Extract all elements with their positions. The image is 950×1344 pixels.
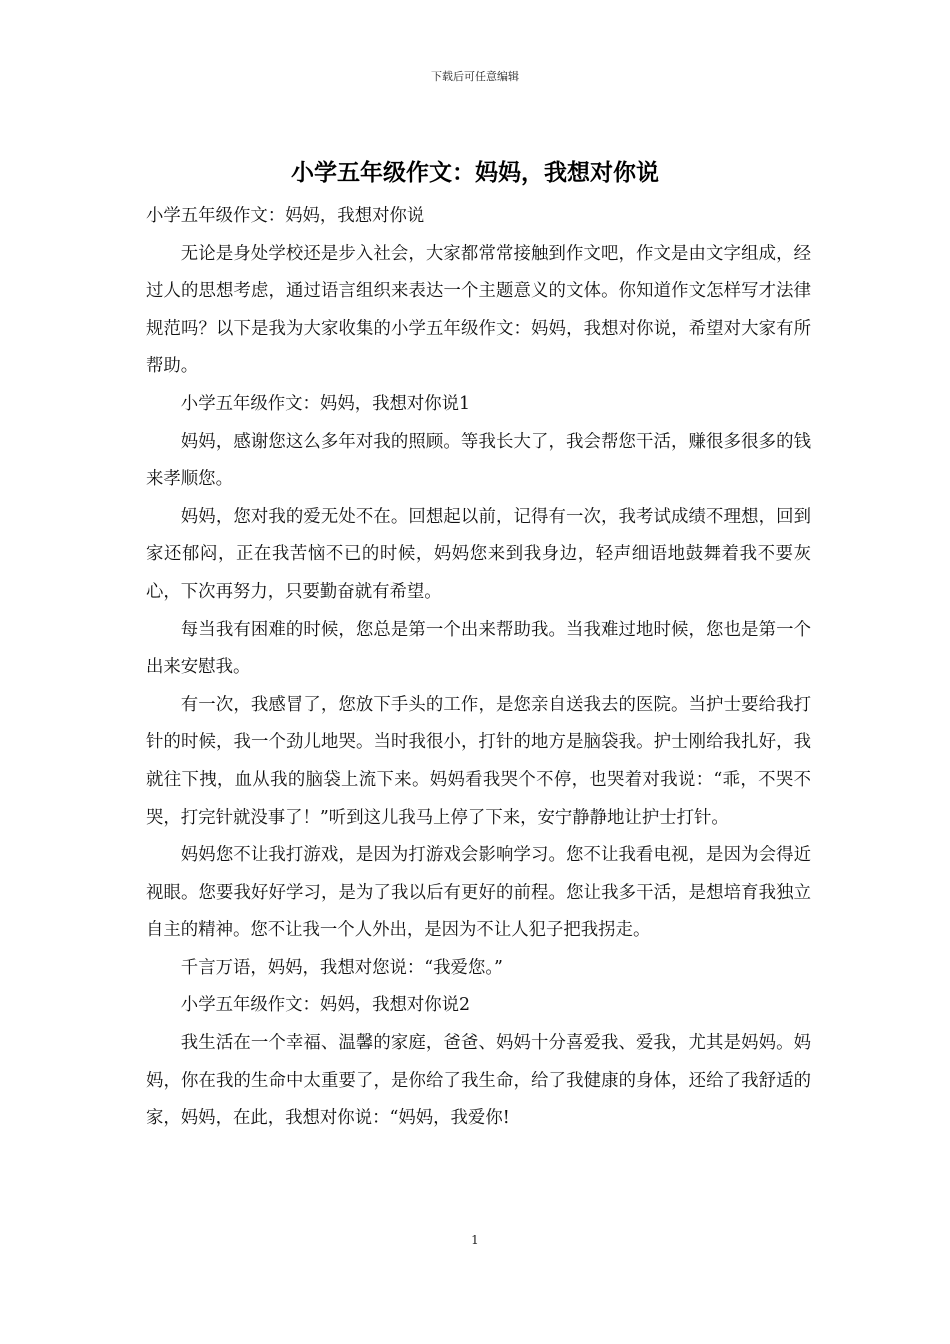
paragraph: 妈妈您不让我打游戏，是因为打游戏会影响学习。您不让我看电视，是因为会得近视眼。您要我好好学习，是为了我以后有更好的前程。您让我多干活，是想培育我独立自主的精神。您不让我一个人外出，是因为不让人犯子把我拐走。 <box>146 845 811 941</box>
paragraph: 每当我有困难的时候，您总是第一个出来帮助我。当我难过地时候，您也是第一个出来安慰我。 <box>146 619 811 678</box>
paragraph: 我生活在一个幸福、温馨的家庭，爸爸、妈妈十分喜爱我、爱我，尤其是妈妈。妈妈，你在我的生命中太重要了，是你给了我生命，给了我健康的身体，还给了我舒适的家，妈妈，在此，我想对你说：“妈妈，我爱你! <box>146 1033 811 1129</box>
page-header: 下载后可任意编辑 <box>431 70 519 83</box>
paragraph: 千言万语，妈妈，我想对您说：“我爱您。” <box>180 957 503 978</box>
paragraph: 小学五年级作文：妈妈，我想对你说 <box>146 206 425 226</box>
section-heading: 小学五年级作文：妈妈，我想对你说2 <box>180 995 471 1016</box>
page-number: 1 <box>471 1233 479 1247</box>
document-body <box>146 198 811 1138</box>
section-heading: 小学五年级作文：妈妈，我想对你说1 <box>180 393 471 414</box>
paragraph: 妈妈，您对我的爱无处不在。回想起以前，记得有一次，我考试成绩不理想，回到家还郁闷，正在我苦恼不已的时候，妈妈您来到我身边，轻声细语地鼓舞着我不要灰心，下次再努力，只要勤奋就有希望。 <box>146 506 811 602</box>
paragraph: 有一次，我感冒了，您放下手头的工作，是您亲自送我去的医院。当护士要给我打针的时候，我一个劲儿地哭。当时我很小，打针的地方是脑袋我。护士刚给我扎好，我就往下拽，血从我的脑袋上流下来。妈妈看我哭个不停，也哭着对我说：“乖，不哭不哭，打完针就没事了！”听到这儿我马上停了下来，安宁静静地让护士打针。 <box>146 694 811 828</box>
paragraph: 妈妈，感谢您这么多年对我的照顾。等我长大了，我会帮您干活，赚很多很多的钱来孝顺您。 <box>146 431 811 490</box>
paragraph: 无论是身处学校还是步入社会，大家都常常接触到作文吧，作文是由文字组成，经过人的思想考虑，通过语言组织来表达一个主题意义的文体。你知道作文怎样写才法律规范吗？以下是我为大家收集的小学五年级作文：妈妈，我想对你说，希望对大家有所帮助。 <box>146 243 811 377</box>
document-title: 小学五年级作文：妈妈，我想对你说 <box>291 159 659 186</box>
